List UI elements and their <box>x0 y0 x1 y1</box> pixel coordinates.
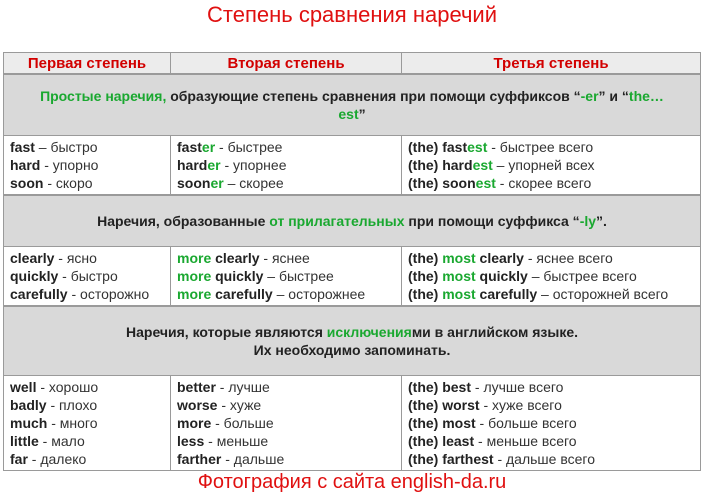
list-item: (the) most carefully – осторожней всего <box>408 286 669 302</box>
list-item: hard - упорно <box>10 157 99 173</box>
list-item: farther - дальше <box>177 451 285 467</box>
cell-simple-second <box>171 136 402 196</box>
source-caption: Фотография с сайта english-da.ru <box>197 471 507 493</box>
band3-text: Наречия, которые являются <box>126 324 327 340</box>
header-second-degree: Вторая степень <box>171 53 402 75</box>
band1-text: образующие степень сравнения при помощи суффиксов “ <box>166 88 581 104</box>
band2-quote: ”. <box>596 213 607 229</box>
page-title: Степень сравнения наречий <box>207 2 497 27</box>
list-item: well - хорошо <box>10 379 99 395</box>
suffix-ly: -ly <box>579 213 597 229</box>
section-title-exceptions <box>4 306 701 376</box>
list-item: faster - быстрее <box>177 139 283 155</box>
section-header-ly <box>4 195 701 247</box>
adverb-comparison-table <box>3 52 701 471</box>
cell-exceptions-second <box>171 376 402 471</box>
list-item: (the) most clearly - яснее всего <box>408 250 613 266</box>
list-item: worse - хуже <box>177 397 262 413</box>
highlight-exceptions: исключения <box>326 324 412 340</box>
cell-ly-third <box>402 247 701 307</box>
list-item: more - больше <box>177 415 274 431</box>
list-item: less - меньше <box>177 433 269 449</box>
band1-quote: ” <box>358 106 366 122</box>
list-item: little - мало <box>10 433 85 449</box>
cell-simple-third <box>402 136 701 196</box>
band3-text2: ми в английском языке. <box>411 324 578 340</box>
cell-ly-second <box>171 247 402 307</box>
list-item: far - далеко <box>10 451 87 467</box>
list-item: much - много <box>10 415 98 431</box>
section-header-simple <box>4 74 701 136</box>
group-simple-row <box>4 136 701 196</box>
band2-text: Наречия, образованные <box>97 213 270 229</box>
list-item: more carefully – осторожнее <box>177 286 366 302</box>
list-item: clearly - ясно <box>10 250 97 266</box>
cell-exceptions-first <box>4 376 171 471</box>
section-header-exceptions <box>4 306 701 376</box>
list-item: (the) most - больше всего <box>408 415 577 431</box>
header-first-degree: Первая степень <box>4 53 171 75</box>
list-item: (the) hardest – упорней всех <box>408 157 595 173</box>
list-item: more clearly - яснее <box>177 250 310 266</box>
suffix-er: -er <box>580 88 599 104</box>
band3-text3: Их необходимо запоминать. <box>253 342 451 358</box>
cell-simple-first <box>4 136 171 196</box>
section-title-simple <box>4 74 701 136</box>
list-item: fast – быстро <box>10 139 98 155</box>
list-item: carefully - осторожно <box>10 286 150 302</box>
band1-and: ” и “ <box>598 88 629 104</box>
suffix-est: est <box>338 106 359 122</box>
list-item: (the) fastest - быстрее всего <box>408 139 594 155</box>
list-item: sooner – скорее <box>177 175 284 191</box>
header-third-degree: Третья степень <box>402 53 701 75</box>
list-item: better - лучше <box>177 379 270 395</box>
cell-ly-first <box>4 247 171 307</box>
list-item: soon - скоро <box>10 175 93 191</box>
list-item: badly - плохо <box>10 397 98 413</box>
list-item: (the) farthest - дальше всего <box>408 451 595 467</box>
list-item: (the) least - меньше всего <box>408 433 577 449</box>
cell-exceptions-third <box>402 376 701 471</box>
list-item: (the) worst - хуже всего <box>408 397 562 413</box>
highlight-simple: Простые наречия, <box>40 88 167 104</box>
list-item: (the) soonest - скорее всего <box>408 175 592 191</box>
suffix-the: the… <box>628 88 664 104</box>
section-title-ly <box>4 195 701 247</box>
band2-text2: при помощи суффикса “ <box>404 213 580 229</box>
list-item: quickly - быстро <box>10 268 118 284</box>
list-item: more quickly – быстрее <box>177 268 334 284</box>
list-item: harder - упорнее <box>177 157 287 173</box>
group-ly-row <box>4 247 701 307</box>
group-exceptions-row <box>4 376 701 471</box>
header-row <box>4 53 701 75</box>
list-item: (the) most quickly – быстрее всего <box>408 268 637 284</box>
list-item: (the) best - лучше всего <box>408 379 564 395</box>
highlight-adjectives: от прилагательных <box>269 213 405 229</box>
